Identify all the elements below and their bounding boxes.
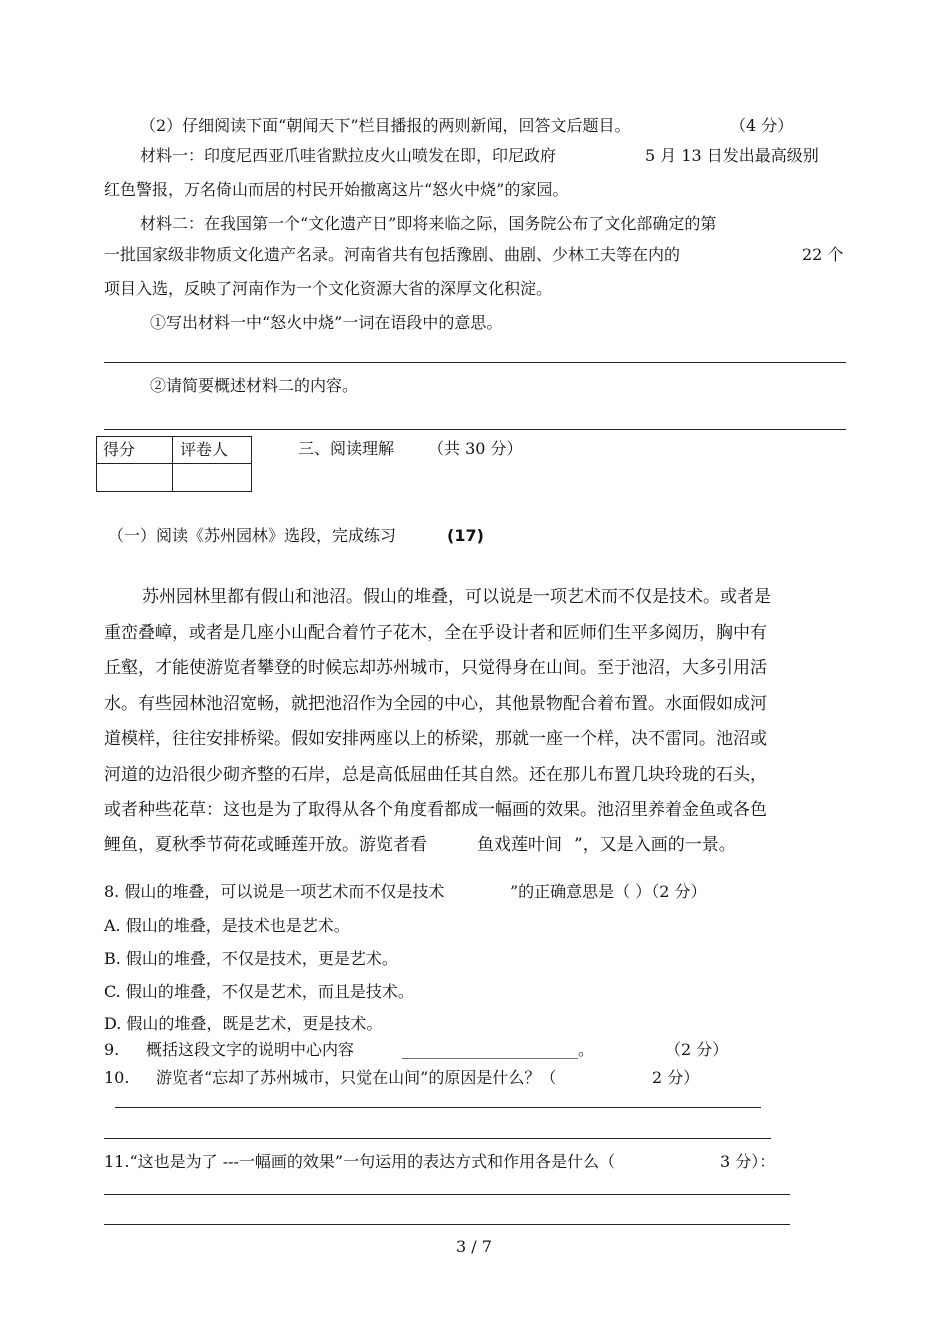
question-11-text: 11.“这也是为了 ---一幅画的效果”一句运用的表达方式和作用各是什么（ [104, 1152, 616, 1171]
sub-question-2: ②请简要概述材料二的内容。 [150, 376, 359, 395]
passage-line: 或者种些花草：这也是为了取得从各个角度看都成一幅画的效果。池沼里养着金鱼或各色 [104, 800, 767, 820]
score-header: 得分 [103, 440, 136, 459]
section-3-title: 三、阅读理解 [298, 439, 395, 458]
passage-last-b: 鱼戏莲叶间 [477, 835, 562, 855]
passage-line: 道模样，往往安排桥梁。假如安排两座以上的桥梁，那就一座一个样，决不雷同。池沼或 [104, 729, 767, 749]
question-10-score: 2 分） [652, 1068, 700, 1087]
material-2-line-2a: 一批国家级非物质文化遗产名录。河南省共有包括豫剧、曲剧、少林工夫等在内的 [104, 245, 681, 264]
answer-line-6[interactable] [104, 1224, 790, 1225]
question-8-stem-b: ”的正确意思是（ ）（2 分） [510, 882, 707, 901]
passage-line: 河道的边沿很少砌齐整的石岸，总是高低屈曲任其自然。还在那儿布置几块玲珑的石头， [104, 764, 767, 785]
answer-line-3[interactable] [115, 1107, 761, 1108]
material-1-line-2: 红色警报，万名倚山而居的村民开始撤离这片“怒火中烧”的家园。 [104, 180, 569, 199]
passage [104, 580, 771, 829]
passage-last-line [104, 828, 736, 864]
passage-last-c: ”，又是入画的一景。 [574, 835, 736, 855]
grader-header: 评卷人 [180, 440, 229, 459]
answer-line-2[interactable] [104, 429, 846, 430]
score-table [96, 436, 252, 492]
question-10-text: 游览者“忘却了苏州城市，只觉在山间”的原因是什么？（ [156, 1068, 557, 1087]
question-8-option-a[interactable]: A. 假山的堆叠，是技术也是艺术。 [104, 916, 350, 935]
section-3-score: （共 30 分） [428, 439, 523, 458]
passage-line: 丘壑，才能使游览者攀登的时候忘却苏州城市，只觉得身在山间。至于池沼，大多引用活 [104, 658, 767, 678]
question-2-text: （2）仔细阅读下面“朝闻天下”栏目播报的两则新闻，回答文后题目。 [140, 116, 631, 135]
answer-line-1[interactable] [104, 362, 846, 363]
table-divider [172, 437, 173, 491]
passage-line: 水。有些园林池沼宽畅，就把池沼作为全园的中心，其他景物配合着布置。水面假如成河 [104, 693, 767, 714]
question-9-score: （2 分） [665, 1040, 729, 1059]
question-9-blank[interactable]: ______________________。 [402, 1040, 595, 1059]
part-1-score: (17) [447, 526, 484, 545]
material-2-line-1: 材料二：在我国第一个“文化遗产日”即将来临之际，国务院公布了文化部确定的第 [140, 214, 717, 233]
question-2-score: （4 分） [730, 116, 794, 135]
part-1-title: （一）阅读《苏州园林》选段，完成练习 [108, 526, 397, 545]
question-9-text: 概括这段文字的说明中心内容 [146, 1040, 355, 1059]
passage-line: 重峦叠嶂，或者是几座小山配合着竹子花木，全在乎设计者和匠师们生平多阅历，胸中有 [104, 622, 767, 643]
table-divider [97, 463, 251, 464]
answer-line-4[interactable] [104, 1138, 771, 1139]
question-10-number: 10. [104, 1068, 130, 1087]
passage-last-a: 鲤鱼，夏秋季节荷花或睡莲开放。游览者看 [104, 835, 427, 855]
answer-line-5[interactable] [104, 1194, 790, 1195]
material-2-line-2b: 22 个 [802, 245, 844, 264]
page-number: 3 / 7 [456, 1237, 492, 1256]
question-11-score: 3 分）： [720, 1152, 776, 1171]
material-1-line-1b: 5 月 13 日发出最高级别 [645, 146, 819, 165]
material-1-line-1a: 材料一：印度尼西亚爪哇省默拉皮火山喷发在即，印尼政府 [140, 146, 557, 165]
passage-line: 苏州园林里都有假山和池沼。假山的堆叠，可以说是一项艺术而不仅是技术。或者是 [142, 587, 771, 607]
question-8-stem-a: 8. 假山的堆叠，可以说是一项艺术而不仅是技术 [104, 882, 445, 901]
question-8-option-b[interactable]: B. 假山的堆叠，不仅是技术，更是艺术。 [104, 949, 398, 968]
question-8-option-c[interactable]: C. 假山的堆叠，不仅是艺术，而且是技术。 [104, 982, 414, 1001]
material-2-line-3: 项目入选，反映了河南作为一个文化资源大省的深厚文化积淀。 [104, 279, 553, 298]
question-9-number: 9. [104, 1040, 120, 1059]
sub-question-1: ①写出材料一中“怒火中烧”一词在语段中的意思。 [150, 313, 503, 332]
question-8-option-d[interactable]: D. 假山的堆叠，既是艺术，更是技术。 [104, 1014, 383, 1033]
